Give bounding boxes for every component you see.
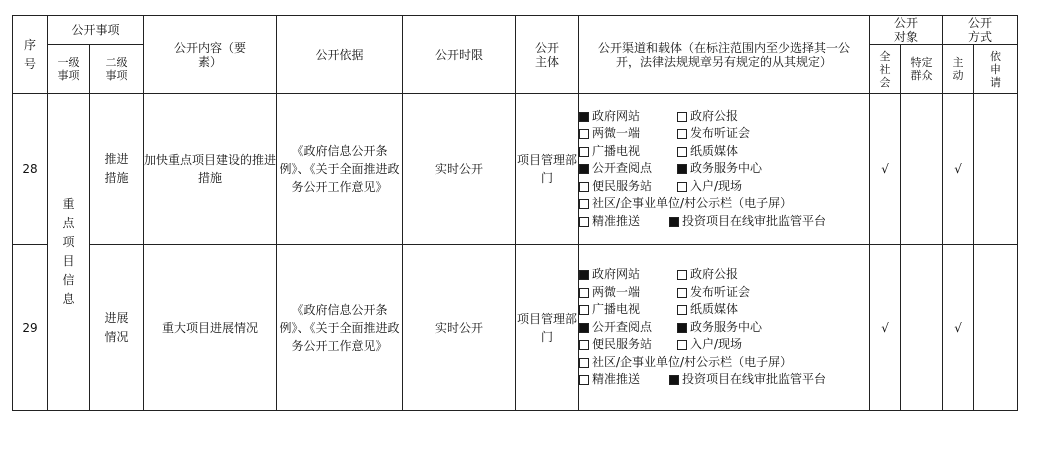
checkbox-icon xyxy=(677,323,687,333)
content-cell: 加快重点项目建设的推进措施 xyxy=(144,94,277,245)
level2-cell xyxy=(90,245,144,411)
level1-cell xyxy=(48,94,90,411)
channel-print-media: 纸质媒体 xyxy=(677,143,738,161)
level2-label: 推进措施 xyxy=(104,152,129,185)
checkbox-icon xyxy=(579,112,589,122)
channel-gov-gazette: 政府公报 xyxy=(677,266,738,284)
channel-public-reading-point: 公开查阅点 xyxy=(579,319,677,337)
row-seq: 29 xyxy=(13,245,48,411)
channel-bulletin-board: 社区/企事业单位/村公示栏（电子屏） xyxy=(579,195,792,213)
channel-bulletin-board: 社区/企事业单位/村公示栏（电子屏） xyxy=(579,354,792,372)
checkbox-icon xyxy=(677,340,687,350)
level2-label: 进展情况 xyxy=(104,310,129,344)
channel-service-center: 政务服务中心 xyxy=(677,160,762,178)
level1-label: 重点项目信息 xyxy=(62,197,75,306)
check-target-all: √ xyxy=(870,94,901,245)
header-level2: 二级事项 xyxy=(90,45,144,94)
checkbox-icon xyxy=(579,164,589,174)
channel-radio-tv: 广播电视 xyxy=(579,301,677,319)
header-method-active: 主动 xyxy=(943,45,974,94)
checkbox-icon xyxy=(579,129,589,139)
channel-investment-platform: 投资项目在线审批监管平台 xyxy=(669,371,826,389)
channel-two-micro-one-app: 两微一端 xyxy=(579,125,677,143)
channel-investment-platform: 投资项目在线审批监管平台 xyxy=(669,213,826,231)
level2-cell xyxy=(90,94,144,245)
time-limit-cell: 实时公开 xyxy=(403,245,516,411)
check-target-specific xyxy=(901,245,943,411)
channel-list xyxy=(579,245,870,411)
channel-public-reading-point: 公开查阅点 xyxy=(579,160,677,178)
disclosure-table xyxy=(12,15,1018,411)
checkbox-icon xyxy=(677,164,687,174)
channel-gov-website: 政府网站 xyxy=(579,266,677,284)
checkbox-icon xyxy=(677,147,687,157)
row-seq: 28 xyxy=(13,94,48,245)
time-limit-cell: 实时公开 xyxy=(403,94,516,245)
checkbox-icon xyxy=(677,112,687,122)
channel-list xyxy=(579,94,870,245)
channel-precise-push: 精准推送 xyxy=(579,213,669,231)
content-cell: 重大项目进展情况 xyxy=(144,245,277,411)
header-method-apply: 依申请 xyxy=(974,45,1018,94)
header-target: 公开对象 xyxy=(870,16,943,45)
check-method-apply xyxy=(974,94,1018,245)
header-target-specific: 特定群众 xyxy=(901,45,943,94)
header-seq: 序号 xyxy=(13,16,48,94)
check-target-specific xyxy=(901,94,943,245)
checkbox-icon xyxy=(579,305,589,315)
channel-service-center: 政务服务中心 xyxy=(677,319,762,337)
check-method-active: √ xyxy=(943,94,974,245)
checkbox-icon xyxy=(579,270,589,280)
checkbox-icon xyxy=(579,358,589,368)
channel-door-to-door: 入户/现场 xyxy=(677,336,742,354)
subject-cell: 项目管理部门 xyxy=(516,245,579,411)
channel-door-to-door: 入户/现场 xyxy=(677,178,742,196)
basis-cell: 《政府信息公开条例》、《关于全面推进政务公开工作意见》 xyxy=(277,245,403,411)
checkbox-icon xyxy=(579,323,589,333)
check-target-all: √ xyxy=(870,245,901,411)
channel-service-station: 便民服务站 xyxy=(579,178,677,196)
checkbox-icon xyxy=(579,375,589,385)
header-channel: 公开渠道和载体（在标注范围内至少选择其一公开，法律法规规章另有规定的从其规定） xyxy=(579,16,870,94)
channel-precise-push: 精准推送 xyxy=(579,371,669,389)
check-method-apply xyxy=(974,245,1018,411)
header-basis: 公开依据 xyxy=(277,16,403,94)
table-row xyxy=(13,94,1018,245)
check-method-active: √ xyxy=(943,245,974,411)
checkbox-icon xyxy=(677,182,687,192)
header-content: 公开内容（要素） xyxy=(144,16,277,94)
channel-gov-gazette: 政府公报 xyxy=(677,108,738,126)
checkbox-icon xyxy=(579,147,589,157)
checkbox-icon xyxy=(677,288,687,298)
channel-service-station: 便民服务站 xyxy=(579,336,677,354)
checkbox-icon xyxy=(669,375,679,385)
table-row xyxy=(13,245,1018,411)
header-target-all: 全社会 xyxy=(870,45,901,94)
checkbox-icon xyxy=(579,182,589,192)
basis-cell: 《政府信息公开条例》、《关于全面推进政务公开工作意见》 xyxy=(277,94,403,245)
channel-two-micro-one-app: 两微一端 xyxy=(579,284,677,302)
checkbox-icon xyxy=(579,340,589,350)
header-method: 公开方式 xyxy=(943,16,1018,45)
checkbox-icon xyxy=(677,270,687,280)
subject-cell: 项目管理部门 xyxy=(516,94,579,245)
channel-press-conference: 发布听证会 xyxy=(677,125,750,143)
checkbox-icon xyxy=(579,199,589,209)
header-matter: 公开事项 xyxy=(48,16,144,45)
checkbox-icon xyxy=(669,217,679,227)
channel-radio-tv: 广播电视 xyxy=(579,143,677,161)
checkbox-icon xyxy=(677,305,687,315)
checkbox-icon xyxy=(579,288,589,298)
header-time-limit: 公开时限 xyxy=(403,16,516,94)
checkbox-icon xyxy=(579,217,589,227)
header-subject: 公开主体 xyxy=(516,16,579,94)
channel-print-media: 纸质媒体 xyxy=(677,301,738,319)
channel-press-conference: 发布听证会 xyxy=(677,284,750,302)
channel-gov-website: 政府网站 xyxy=(579,108,677,126)
checkbox-icon xyxy=(677,129,687,139)
header-level1: 一级事项 xyxy=(48,45,90,94)
